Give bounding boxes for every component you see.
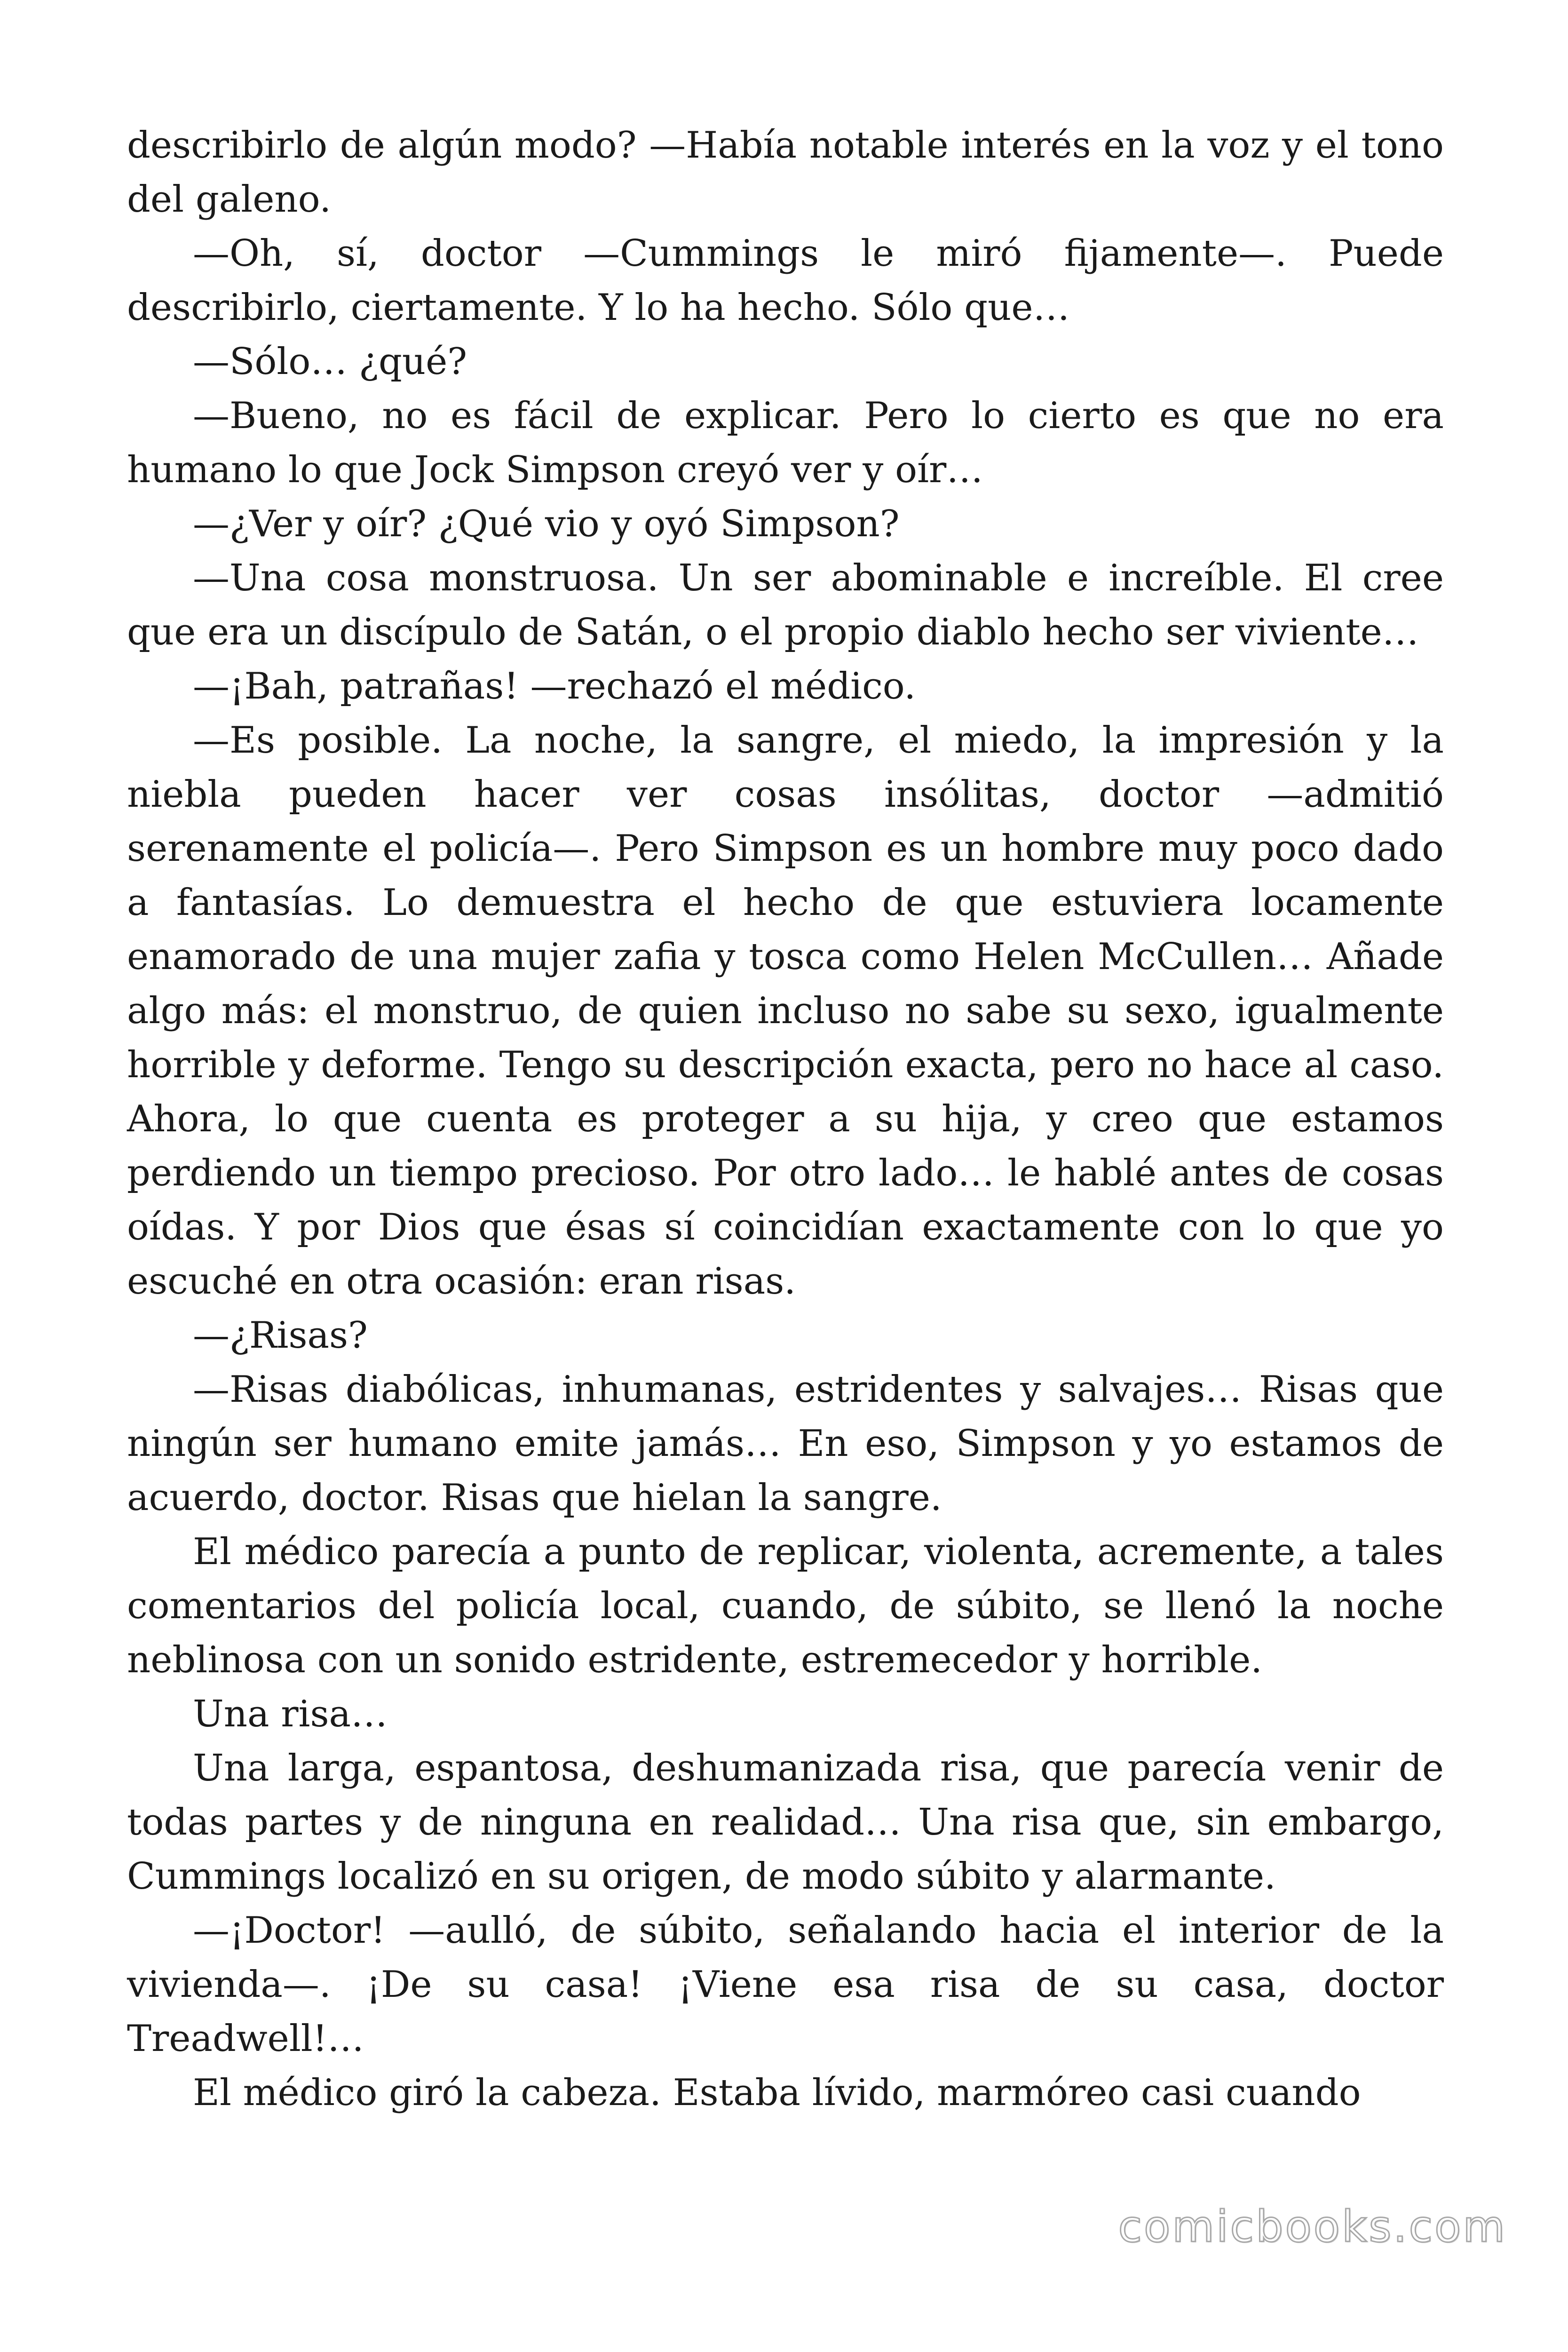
paragraph-8: —Es posible. La noche, la sangre, el miedo, la impresión y la niebla pueden hacer ver cosas insólitas, doctor —admitió serenamente el policía—. Pero Simpson es un hombre muy poco dado a fantasías. Lo demuestra el hecho de que estuviera locamente enamorado de una mujer zafia y tosca como Helen McCullen… Añade algo más: el monstruo, de quien incluso no sabe su sexo, igualmente horrible y deforme. Tengo su descripción exacta, pero no hace al caso. Ahora, lo que cuenta es proteger a su hija, y creo que estamos perdiendo un tiempo precioso. Por otro lado… le hablé antes de cosas oídas. Y por Dios que ésas sí coincidían exactamente con lo que yo escuché en otra ocasión: eran risas. — [127, 719, 1444, 1303]
paragraph-3: —Sólo… ¿qué? — [193, 341, 467, 383]
paragraph-14: —¡Doctor! —aulló, de súbito, señalando hacia el interior de la vivienda—. ¡De su casa! ¡Viene esa risa de su casa, doctor Treadwell!… — [127, 1909, 1444, 2060]
watermark: comicbooks.com — [1118, 2201, 1507, 2252]
paragraph-5: —¿Ver y oír? ¿Qué vio y oyó Simpson? — [193, 503, 900, 545]
paragraph-9: —¿Risas? — [193, 1314, 368, 1357]
paragraph-13: Una larga, espantosa, deshumanizada risa, que parecía venir de todas partes y de ninguna en realidad… Una risa que, sin embargo, Cummings localizó en su origen, de modo súbito y alarmante. — [127, 1747, 1444, 1898]
paragraph-2: —Oh, sí, doctor —Cummings le miró fijamente—. Puede describirlo, ciertamente. Y lo ha hecho. Sólo que… — [127, 232, 1444, 329]
paragraph-15: El médico giró la cabeza. Estaba lívido, marmóreo casi cuando — [193, 2072, 1361, 2114]
paragraph-1: describirlo de algún modo? —Había notable interés en la voz y el tono del galeno. — [127, 124, 1444, 221]
paragraph-11: El médico parecía a punto de replicar, violenta, acremente, a tales comentarios del policía local, cuando, de súbito, se llenó la noche neblinosa con un sonido estridente, estremecedor y horrible. — [127, 1531, 1444, 1681]
page-body — [127, 119, 1444, 2120]
paragraph-6: —Una cosa monstruosa. Un ser abominable e increíble. El cree que era un discípulo de Satán, o el propio diablo hecho ser viviente… — [127, 557, 1444, 653]
paragraph-4: —Bueno, no es fácil de explicar. Pero lo cierto es que no era humano lo que Jock Simpson creyó ver y oír… — [127, 395, 1444, 491]
paragraph-10: —Risas diabólicas, inhumanas, estridentes y salvajes… Risas que ningún ser humano emite jamás… En eso, Simpson y yo estamos de acuerdo, doctor. Risas que hielan la sangre. — [127, 1368, 1444, 1519]
paragraph-12: Una risa… — [193, 1693, 388, 1735]
paragraph-7: —¡Bah, patrañas! —rechazó el médico. — [193, 665, 916, 707]
